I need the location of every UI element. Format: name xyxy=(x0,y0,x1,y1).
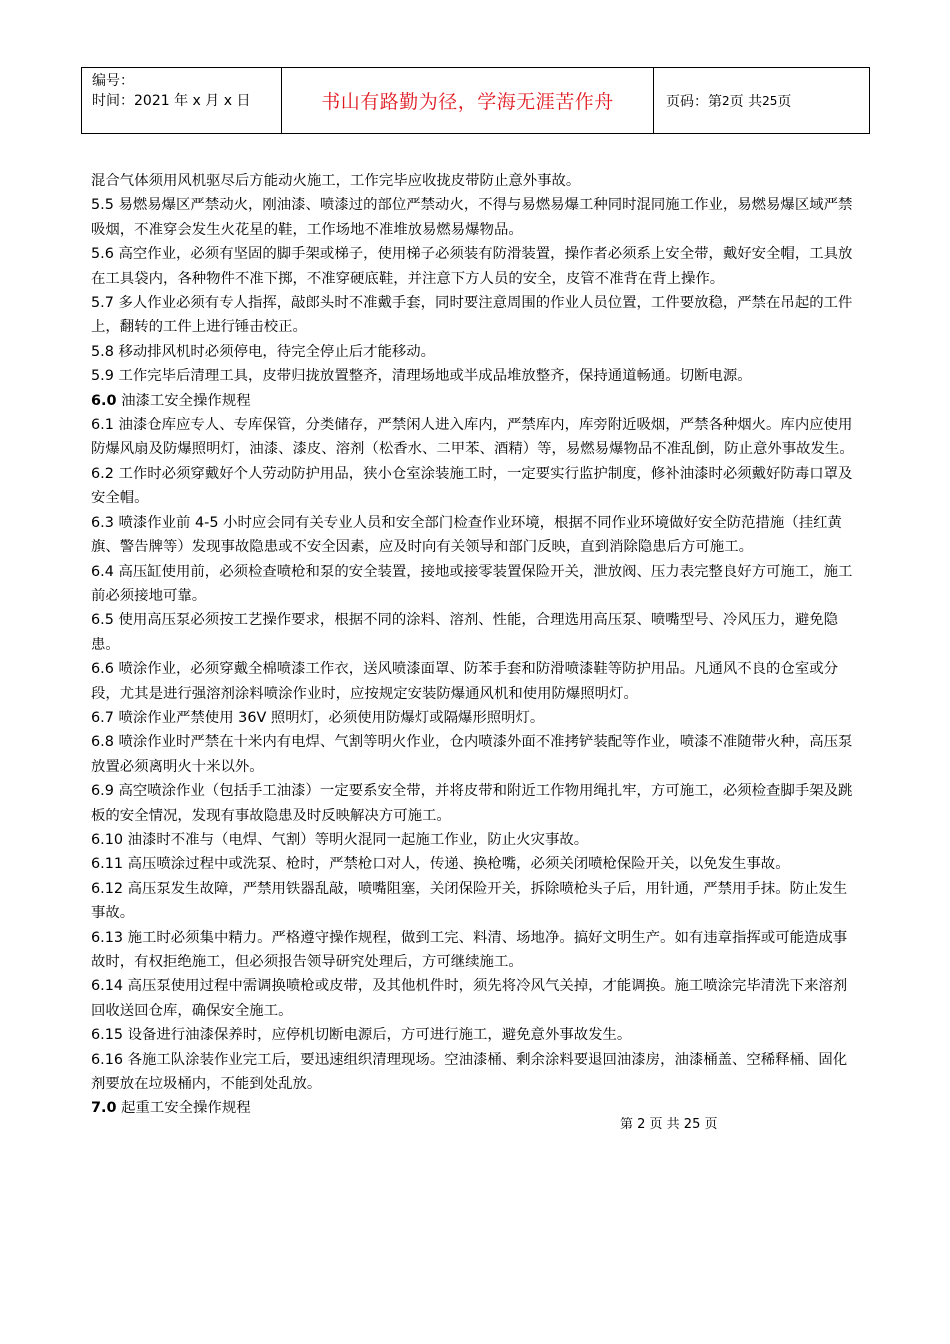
paragraph: 6.3 喷漆作业前 4-5 小时应会同有关专业人员和安全部门检查作业环境，根据不同作业环境做好安全防范措施（挂红黄旗、警告牌等）发现事故隐患或不安全因素，应及时向有关领导和部门反映，直到消除隐患后方可施工。 xyxy=(91,514,842,556)
section-heading-7 xyxy=(91,1096,861,1120)
page-label-suffix: 页 xyxy=(777,93,792,110)
paragraph: 6.4 高压缸使用前，必须检查喷枪和泵的安全装置，接地或接零装置保险开关，泄放阀、压力表完整良好方可施工，施工前必须接地可靠。 xyxy=(91,563,853,604)
page-current: 2 xyxy=(722,93,730,108)
paragraph: 6.12 高压泵发生故障，严禁用铁器乱敲，喷嘴阻塞，关闭保险开关，拆除喷枪头子后，用针通，严禁用手抹。防止发生事故。 xyxy=(91,880,848,922)
header-meta-cell xyxy=(82,68,282,133)
paragraph: 6.1 油漆仓库应专人、专库保管，分类储存，严禁闲人进入库内，严禁库内，库旁附近吸烟，严禁各种烟火。库内应使用防爆风扇及防爆照明灯，油漆、漆皮、溶剂（松香水、二甲苯、酒精）等，易燃易爆物品不准乱倒，防止意外事故发生。 xyxy=(91,417,854,458)
paragraph: 6.7 喷涂作业严禁使用 36V 照明灯，必须使用防爆灯或隔爆形照明灯。 xyxy=(91,709,545,726)
paragraph: 6.5 使用高压泵必须按工艺操作要求，根据不同的涂料、溶剂、性能，合理选用高压泵、喷嘴型号、冷风压力，避免隐患。 xyxy=(91,612,838,653)
header-table xyxy=(81,67,870,134)
paragraph: 5.6 高空作业，必须有坚固的脚手架或梯子，使用梯子必须装有防滑装置，操作者必须系上安全带，戴好安全帽，工具放在工具袋内，各种物件不准下掷，不准穿硬底鞋，并注意下方人员的安全，皮管不准背在背上操作。 xyxy=(91,246,853,287)
page-label-prefix: 页码：第 xyxy=(666,93,722,110)
header-page-cell xyxy=(654,68,869,133)
document-number-label: 编号： xyxy=(92,73,134,89)
section-heading-6 xyxy=(91,389,861,413)
page-footer: 第 2 页 共 25 页 xyxy=(620,1117,718,1132)
paragraph: 6.15 设备进行油漆保养时，应停机切断电源后，方可进行施工，避免意外事故发生。 xyxy=(91,1027,632,1044)
paragraph: 6.14 高压泵使用过程中需调换喷枪或皮带，及其他机件时，须先将冷风气关掉，才能调换。施工喷涂完毕清洗下来溶剂回收送回仓库，确保安全施工。 xyxy=(91,978,848,1019)
paragraph: 6.6 喷涂作业，必须穿戴全棉喷漆工作衣，送风喷漆面罩、防苯手套和防滑喷漆鞋等防护用品。凡通风不良的仓室或分段，尤其是进行强溶剂涂料喷涂作业时，应按规定安装防爆通风机和使用防爆照明灯。 xyxy=(91,661,838,702)
header-motto: 书山有路勤为径，学海无涯苦作舟 xyxy=(321,91,614,113)
document-date: 时间：2021 年 x 月 x 日 xyxy=(92,93,251,109)
paragraph: 6.8 喷涂作业时严禁在十米内有电焊、气割等明火作业，仓内喷漆外面不准拷铲装配等作业，喷漆不准随带火种，高压泵放置必须离明火十米以外。 xyxy=(91,734,853,775)
paragraph: 6.11 高压喷涂过程中或洗泵、枪时，严禁枪口对人，传递、换枪嘴，必须关闭喷枪保险开关，以免发生事故。 xyxy=(91,856,790,873)
page-label-mid: 页 共 xyxy=(729,93,763,110)
paragraph: 混合气体须用风机驱尽后方能动火施工，工作完毕应收拢皮带防止意外事故。 xyxy=(91,173,581,189)
paragraph: 5.7 多人作业必须有专人指挥，敲郎头时不准戴手套，同时要注意周围的作业人员位置，工件要放稳，严禁在吊起的工件上，翻转的工件上进行锤击校正。 xyxy=(91,295,853,336)
paragraph: 5.8 移动排风机时必须停电，待完全停止后才能移动。 xyxy=(91,343,436,360)
section-number: 6.0 xyxy=(91,392,117,409)
page-total: 25 xyxy=(762,93,778,108)
paragraph: 6.2 工作时必须穿戴好个人劳动防护用品，狭小仓室涂装施工时，一定要实行监护制度，修补油漆时必须戴好防毒口罩及安全帽。 xyxy=(91,465,853,507)
header-motto-cell xyxy=(282,68,654,133)
section-title: 油漆工安全操作规程 xyxy=(121,392,251,409)
paragraph: 5.5 易燃易爆区严禁动火，刚油漆、喷漆过的部位严禁动火，不得与易燃易爆工种同时混同施工作业，易燃易爆区域严禁吸烟，不准穿会发生火花星的鞋，工作场地不准堆放易燃易爆物品。 xyxy=(91,197,853,238)
document-body xyxy=(91,169,861,1121)
paragraph: 6.10 油漆时不准与（电焊、气割）等明火混同一起施工作业，防止火灾事故。 xyxy=(91,831,589,848)
paragraph: 6.16 各施工队涂装作业完工后，要迅速组织清理现场。空油漆桶、剩余涂料要退回油漆房，油漆桶盖、空稀释桶、固化剂要放在垃圾桶内，不能到处乱放。 xyxy=(91,1051,848,1093)
paragraph: 6.9 高空喷涂作业（包括手工油漆）一定要系安全带，并将皮带和附近工作物用绳扎牢，方可施工，必须检查脚手架及跳板的安全情况，发现有事故隐患及时反映解决方可施工。 xyxy=(91,783,853,824)
section-title: 起重工安全操作规程 xyxy=(121,1100,251,1117)
paragraph: 6.13 施工时必须集中精力。严格遵守操作规程，做到工完、料清、场地净。搞好文明生产。如有违章指挥或可能造成事故时，有权拒绝施工，但必须报告领导研究处理后，方可继续施工。 xyxy=(91,929,848,970)
paragraph: 5.9 工作完毕后清理工具，皮带归拢放置整齐，清理场地或半成品堆放整齐，保持通道畅通。切断电源。 xyxy=(91,368,752,385)
section-number: 7.0 xyxy=(91,1100,117,1117)
